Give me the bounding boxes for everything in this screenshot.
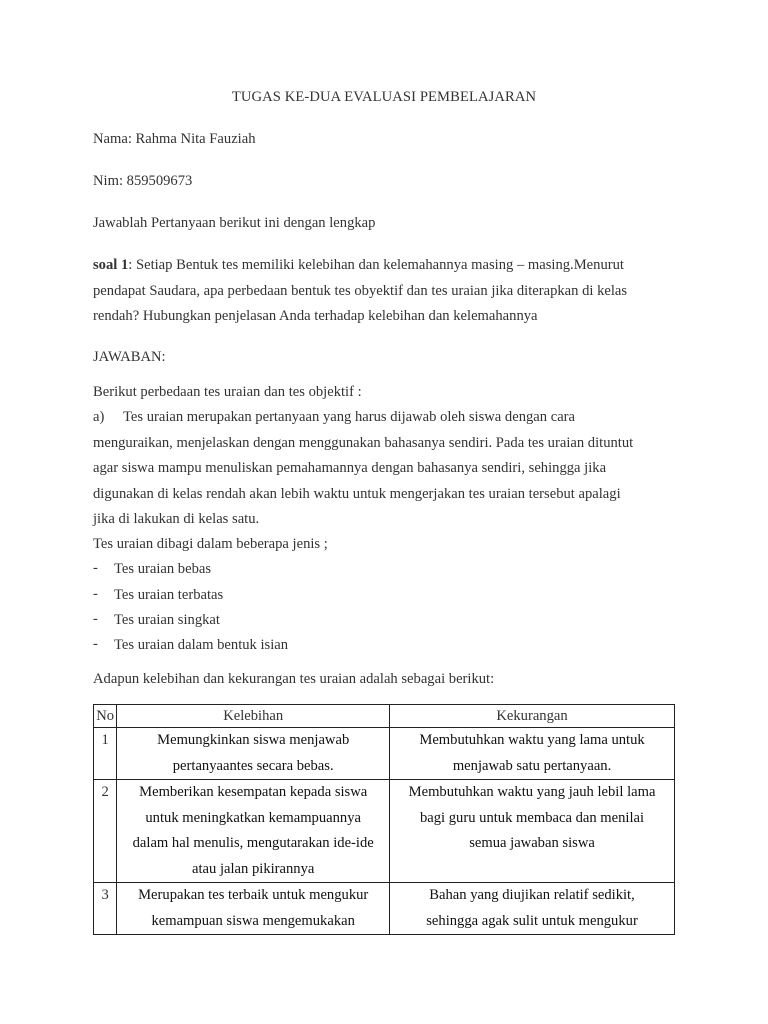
- question-label: soal 1: [93, 257, 129, 273]
- list-bullet: -: [93, 611, 98, 627]
- list-bullet: -: [93, 636, 98, 652]
- list-bullet: -: [93, 560, 98, 576]
- kekurangan-cell: [390, 728, 675, 780]
- row-number: 2: [94, 780, 117, 883]
- cell-line: kemampuan siswa mengemukakan: [151, 912, 355, 929]
- kekurangan-cell: [390, 780, 675, 883]
- cell-line: pertanyaantes secara bebas.: [172, 757, 334, 774]
- point-a-line-5: jika di lakukan di kelas satu.: [93, 511, 260, 527]
- list-item: Tes uraian singkat: [114, 612, 220, 628]
- point-a-line-4: digunakan di kelas rendah akan lebih waktu untuk mengerjakan tes uraian tersebut apalagi: [93, 486, 621, 502]
- row-number: 3: [94, 883, 117, 935]
- student-nim: Nim: 859509673: [93, 173, 193, 189]
- header-kelebihan: Kelebihan: [117, 705, 390, 728]
- cell-line: bagi guru untuk membaca dan menilai: [419, 809, 645, 826]
- question-text-1: : Setiap Bentuk tes memiliki kelebihan dan kelemahannya masing – masing.Menurut: [128, 257, 624, 273]
- cell-line: Bahan yang diujikan relatif sedikit,: [429, 887, 635, 903]
- student-name: Nama: Rahma Nita Fauziah: [93, 131, 256, 147]
- point-a-marker: a): [93, 409, 105, 425]
- table-header-row: [94, 705, 675, 728]
- list-item: Tes uraian dalam bentuk isian: [114, 637, 289, 653]
- table-row: [94, 883, 675, 935]
- point-a-line-2: menguraikan, menjelaskan dengan menggunakan bahasanya sendiri. Pada tes uraian dituntut: [93, 435, 634, 451]
- list-item: Tes uraian bebas: [114, 561, 212, 577]
- header-kekurangan: Kekurangan: [390, 705, 675, 728]
- row-number: 1: [94, 728, 117, 780]
- cell-line: sehingga agak sulit untuk mengukur: [426, 912, 638, 929]
- cell-line: dalam hal menulis, mengutarakan ide-ide: [132, 835, 374, 851]
- cell-line: semua jawaban siswa: [469, 835, 595, 851]
- answer-heading: JAWABAN:: [93, 349, 166, 365]
- list-bullet: -: [93, 586, 98, 602]
- point-a-line-1: Tes uraian merupakan pertanyaan yang harus dijawab oleh siswa dengan cara: [123, 409, 576, 425]
- table-intro: Adapun kelebihan dan kekurangan tes uraian adalah sebagai berikut:: [93, 671, 495, 687]
- question-line-3: rendah? Hubungkan penjelasan Anda terhadap kelebihan dan kelemahannya: [93, 308, 538, 324]
- types-intro: Tes uraian dibagi dalam beberapa jenis ;: [93, 536, 328, 552]
- cell-line: Memungkinkan siswa menjawab: [157, 732, 350, 748]
- point-a-line-3: agar siswa mampu menuliskan pemahamannya dengan bahasanya sendiri, sehingga jika: [93, 460, 607, 476]
- kelebihan-cell: [117, 883, 390, 935]
- cell-line: untuk meningkatkan kemampuannya: [145, 809, 361, 826]
- document-title: TUGAS KE-DUA EVALUASI PEMBELAJARAN: [231, 89, 537, 105]
- question-line-2: pendapat Saudara, apa perbedaan bentuk tes obyektif dan tes uraian jika diterapkan di kelas: [93, 283, 628, 299]
- instruction-text: Jawablah Pertanyaan berikut ini dengan lengkap: [93, 215, 376, 231]
- cell-line: menjawab satu pertanyaan.: [452, 757, 612, 774]
- comparison-table: [93, 704, 675, 935]
- cell-line: atau jalan pikirannya: [192, 860, 315, 877]
- kelebihan-cell: [117, 780, 390, 883]
- list-item: Tes uraian terbatas: [114, 587, 224, 603]
- cell-line: Membutuhkan waktu yang lama untuk: [419, 732, 645, 748]
- kelebihan-cell: [117, 728, 390, 780]
- cell-line: Membutuhkan waktu yang jauh lebil lama: [408, 784, 656, 800]
- cell-line: Merupakan tes terbaik untuk mengukur: [138, 887, 369, 903]
- kekurangan-cell: [390, 883, 675, 935]
- header-no: No: [94, 705, 117, 728]
- table-row: [94, 728, 675, 780]
- answer-intro: Berikut perbedaan tes uraian dan tes objektif :: [93, 384, 362, 400]
- question-line-1: [93, 256, 624, 274]
- table-row: [94, 780, 675, 883]
- cell-line: Memberikan kesempatan kepada siswa: [139, 784, 368, 800]
